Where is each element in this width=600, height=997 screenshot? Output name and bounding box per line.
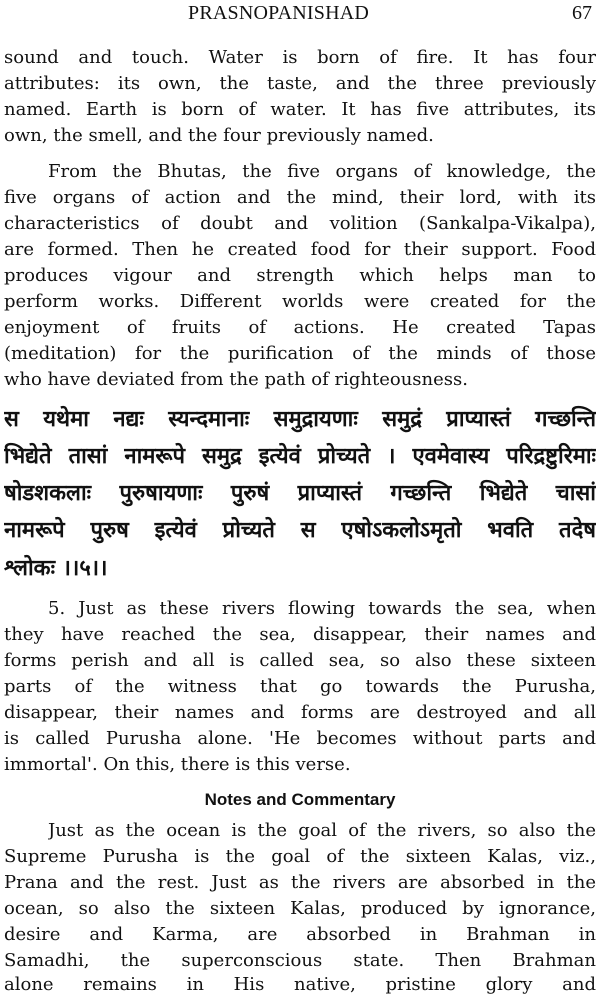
translation-line-3: forms perish and all is called sea, so also these sixteen [4,650,596,671]
translation-line-5: disappear, their names and forms are destroyed and all [4,702,596,723]
paragraph-2-line-7: enjoyment of fruits of actions. He created Tapas [4,317,596,338]
running-head: PRASNOPANISHAD [188,2,370,24]
commentary-line-1: Just as the ocean is the goal of the rivers, so also the [48,820,596,841]
section-heading: Notes and Commentary [204,790,396,809]
commentary-line-6: Samadhi, the superconscious state. Then Brahman [4,950,596,971]
commentary-line-4: ocean, so also the sixteen Kalas, produced by ignorance, [4,898,596,919]
translation-line-7: immortal'. On this, there is this verse. [4,754,351,775]
paragraph-1-line-2: attributes: its own, the taste, and the three previously [4,73,596,94]
translation-line-4: parts of the witness that go towards the Purusha, [4,676,596,697]
commentary-line-2: Supreme Purusha is the goal of the sixteen Kalas, viz., [4,846,596,867]
paragraph-2-line-4: are formed. Then he created food for their support. Food [4,239,596,260]
commentary-line-5: desire and Karma, are absorbed in Brahman in [4,924,596,945]
sanskrit-verse-line-2: भिद्येते तासां नामरूपे समुद्र इत्येवं प्रोच्यते । एवमेवास्य परिद्रष्टुरिमाः [4,444,596,469]
sanskrit-verse-line-4: नामरूपे पुरुष इत्येवं प्रोच्यते स एषोऽकलोऽमृतो भवति तदेष [4,518,596,543]
commentary-line-7: alone remains in His native, pristine glory and [4,974,596,995]
paragraph-2-line-6: perform works. Different worlds were created for the [4,291,596,312]
paragraph-1-line-1: sound and touch. Water is born of fire. It has four [4,47,596,68]
paragraph-2-line-2: five organs of action and the mind, their lord, with its [4,187,596,208]
translation-line-2: they have reached the sea, disappear, their names and [4,624,596,645]
paragraph-1-line-3: named. Earth is born of water. It has five attributes, its [4,99,596,120]
paragraph-2-line-3: characteristics of doubt and volition (Sankalpa-Vikalpa), [4,213,596,234]
paragraph-2-line-8: (meditation) for the purification of the minds of those [4,343,596,364]
sanskrit-verse-line-1: स यथेमा नद्यः स्यन्दमानाः समुद्रायणाः समुद्रं प्राप्यास्तं गच्छन्ति [4,407,596,432]
translation-line-6: is called Purusha alone. 'He becomes without parts and [4,728,596,749]
commentary-line-3: Prana and the rest. Just as the rivers are absorbed in the [4,872,596,893]
page-header [0,0,600,30]
paragraph-1-line-4: own, the smell, and the four previously named. [4,125,434,146]
translation-line-1: 5. Just as these rivers flowing towards the sea, when [48,598,596,619]
paragraph-2-line-9: who have deviated from the path of righteousness. [4,369,468,390]
sanskrit-verse-line-5: श्लोकः ।।५।। [4,556,108,581]
page-number: 67 [572,2,592,24]
sanskrit-verse-line-3: षोडशकलाः पुरुषायणाः पुरुषं प्राप्यास्तं गच्छन्ति भिद्येते चासां [4,481,596,506]
paragraph-2-line-1: From the Bhutas, the five organs of knowledge, the [48,161,596,182]
paragraph-2-line-5: produces vigour and strength which helps man to [4,265,596,286]
